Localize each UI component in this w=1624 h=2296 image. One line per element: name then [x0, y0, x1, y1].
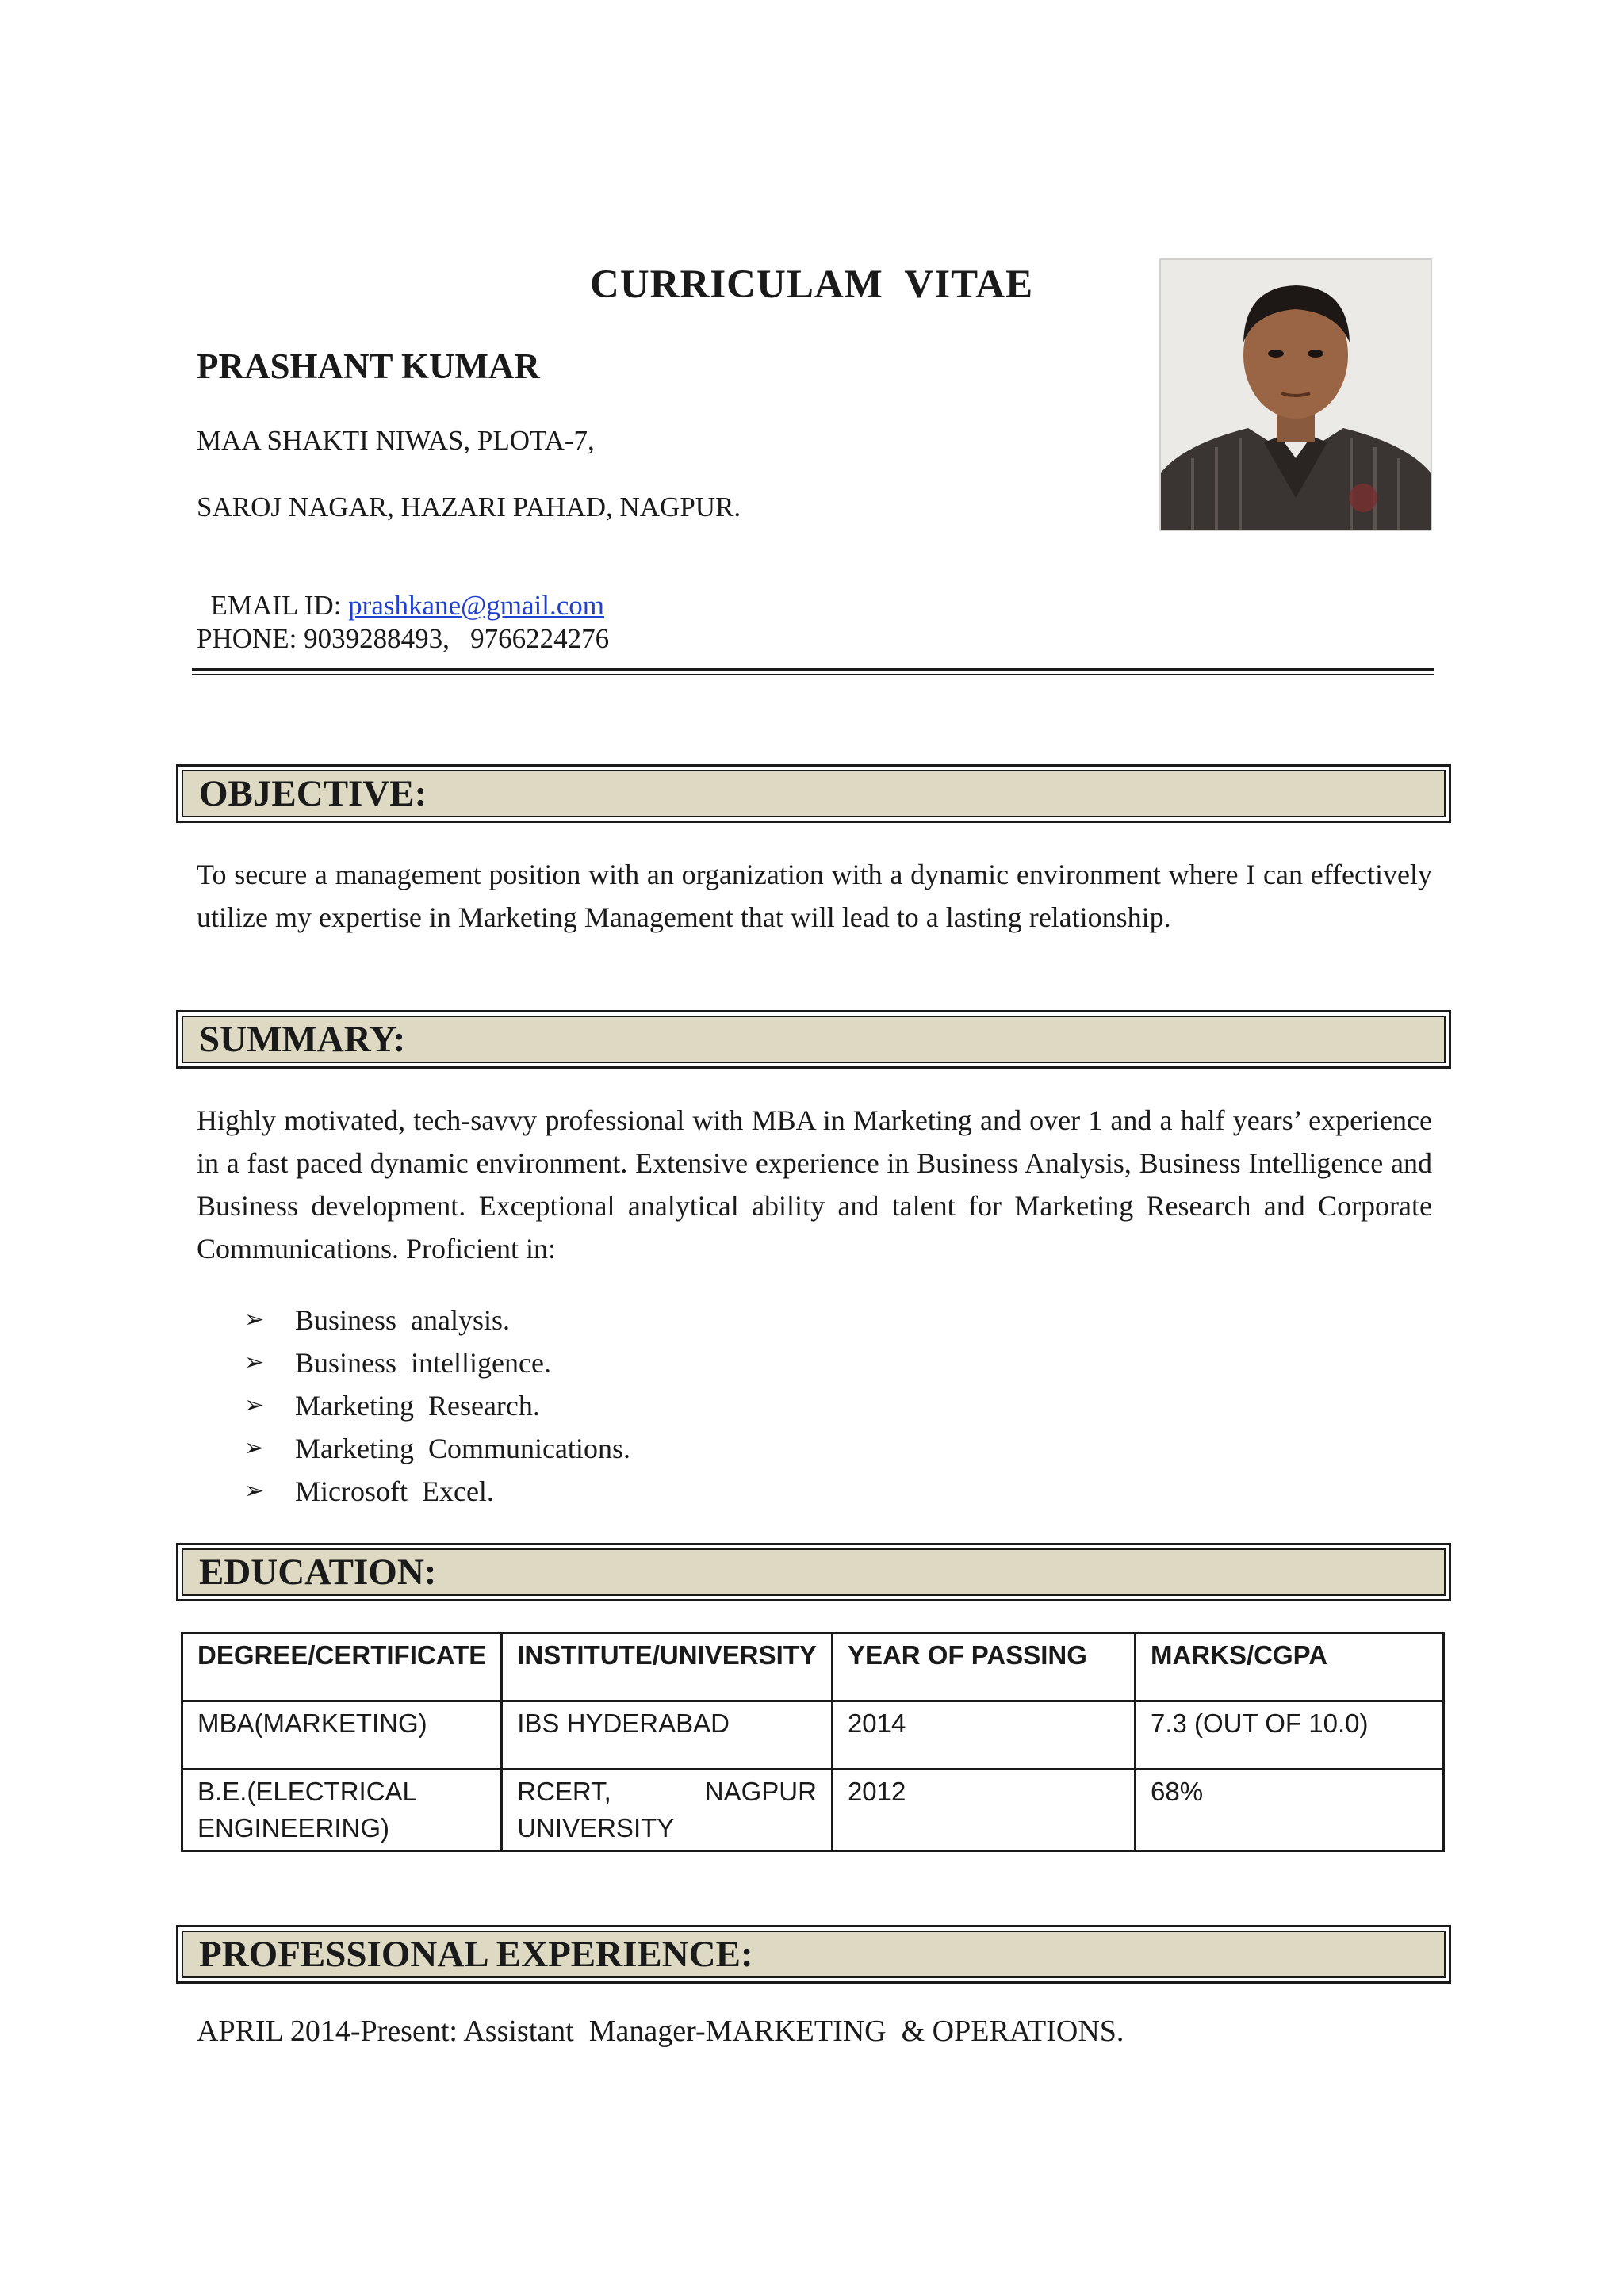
section-title-education: EDUCATION:: [182, 1548, 1446, 1596]
document-title: CURRICULAM VITAE: [590, 262, 1034, 307]
column-header: INSTITUTE/UNIVERSITY: [502, 1633, 833, 1701]
list-item: ➢ Business analysis.: [244, 1299, 630, 1341]
list-item: ➢ Marketing Communications.: [244, 1427, 630, 1470]
arrow-bullet-icon: ➢: [244, 1477, 265, 1505]
email-line: [197, 558, 604, 622]
section-title-objective: OBJECTIVE:: [182, 770, 1446, 817]
phone-line: PHONE: 9039288493, 9766224276: [197, 623, 610, 654]
column-header: YEAR OF PASSING: [832, 1633, 1135, 1701]
table-cell: 2014: [832, 1701, 1135, 1770]
experience-entry: APRIL 2014-Present: Assistant Manager-MARKETING & OPERATIONS.: [197, 2015, 1124, 2048]
list-item: ➢ Marketing Research.: [244, 1384, 630, 1427]
section-header-objective: [176, 764, 1451, 823]
education-table: [181, 1632, 1445, 1852]
profile-photo: [1159, 258, 1432, 531]
portrait-image: [1161, 260, 1431, 530]
email-link[interactable]: prashkane@gmail.com: [348, 590, 604, 621]
arrow-bullet-icon: ➢: [244, 1306, 265, 1334]
arrow-bullet-icon: ➢: [244, 1434, 265, 1462]
table-cell: IBS HYDERABAD: [502, 1701, 833, 1770]
summary-text: Highly motivated, tech-savvy professional with MBA in Marketing and over 1 and a half years’ experience in a fast paced dynamic environment. Extensive experience in Business Analysis, Business Intelligence and Business development. Exceptional analytical ability and talent for Marketing Research and Corporate Communications. Proficient in:: [197, 1104, 1432, 1265]
table-row: [182, 1701, 1444, 1770]
section-header-education: [176, 1543, 1451, 1601]
objective-text: To secure a management position with an organization with a dynamic environment where I can effectively utilize my expertise in Marketing Management that will lead to a lasting relationship.: [197, 859, 1432, 933]
section-title-experience: PROFESSIONAL EXPERIENCE:: [182, 1931, 1446, 1978]
table-cell: 7.3 (OUT OF 10.0): [1135, 1701, 1443, 1770]
arrow-bullet-icon: ➢: [244, 1349, 265, 1376]
candidate-name: PRASHANT KUMAR: [197, 346, 540, 386]
arrow-bullet-icon: ➢: [244, 1391, 265, 1419]
table-cell: 2012: [832, 1770, 1135, 1851]
header-divider: [192, 668, 1434, 671]
section-title-summary: SUMMARY:: [182, 1016, 1446, 1063]
address-line-2: SAROJ NAGAR, HAZARI PAHAD, NAGPUR.: [197, 492, 741, 522]
email-label: EMAIL ID:: [210, 590, 349, 621]
list-item: ➢ Microsoft Excel.: [244, 1470, 630, 1513]
section-header-summary: [176, 1010, 1451, 1069]
table-cell: MBA(MARKETING): [182, 1701, 502, 1770]
skills-list: [244, 1299, 630, 1513]
table-header-row: [182, 1633, 1444, 1701]
table-cell: 68%: [1135, 1770, 1443, 1851]
list-item: ➢ Business intelligence.: [244, 1341, 630, 1384]
table-cell: RCERT, NAGPUR UNIVERSITY: [502, 1770, 833, 1851]
address-line-1: MAA SHAKTI NIWAS, PLOTA-7,: [197, 425, 595, 456]
section-header-experience: [176, 1925, 1451, 1984]
header-divider-secondary: [192, 674, 1434, 675]
table-row: [182, 1770, 1444, 1851]
table-cell: B.E.(ELECTRICAL ENGINEERING): [182, 1770, 502, 1851]
column-header: MARKS/CGPA: [1135, 1633, 1443, 1701]
column-header: DEGREE/CERTIFICATE: [182, 1633, 502, 1701]
